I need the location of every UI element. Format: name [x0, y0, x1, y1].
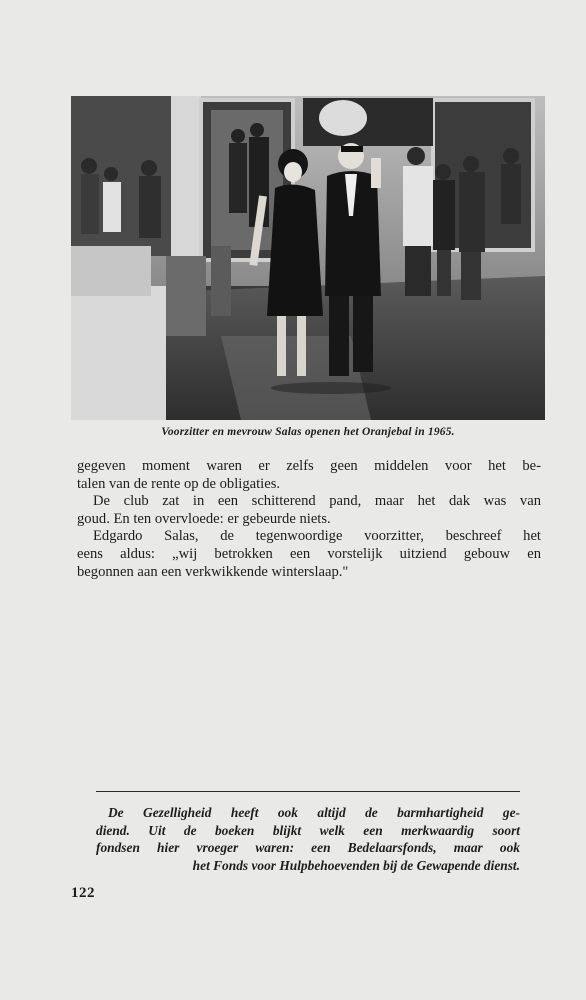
body-line: gegeven moment waren er zelfs geen middelen voor het be- — [77, 458, 541, 474]
footnote-line: het Fonds voor Hulpbehoevenden bij de Gewapende dienst. — [192, 857, 520, 873]
footnote-line: fondsen hier vroeger waren: een Bedelaarsfonds, maar ook — [96, 840, 520, 856]
footnote-line: diend. Uit de boeken blijkt welk een merkwaardig soort — [96, 822, 520, 838]
photograph-dancing-couple-icon — [71, 96, 545, 420]
footnote — [96, 804, 520, 874]
footnote-line: De Gezelligheid heeft ook altijd de barmhartigheid ge- — [108, 805, 520, 820]
body-line: eens aldus: „wij betrokken een vorstelijk uitziend gebouw en — [77, 545, 541, 562]
page-number: 122 — [71, 885, 95, 901]
photo-caption: Voorzitter en mevrouw Salas openen het Oranjebal in 1965. — [161, 426, 455, 438]
body-line: talen van de rente op de obligaties. — [77, 475, 281, 492]
body-line: Edgardo Salas, de tegenwoordige voorzitter, beschreef het — [93, 528, 541, 545]
body-line: De club zat in een schitterend pand, maar het dak was van — [93, 493, 541, 510]
body-text — [77, 458, 541, 581]
body-line: begonnen aan een verkwikkende winterslaap." — [77, 563, 349, 580]
divider — [96, 791, 520, 792]
photograph — [71, 96, 545, 420]
body-line: goud. En ten overvloede: er gebeurde niets. — [77, 510, 331, 527]
